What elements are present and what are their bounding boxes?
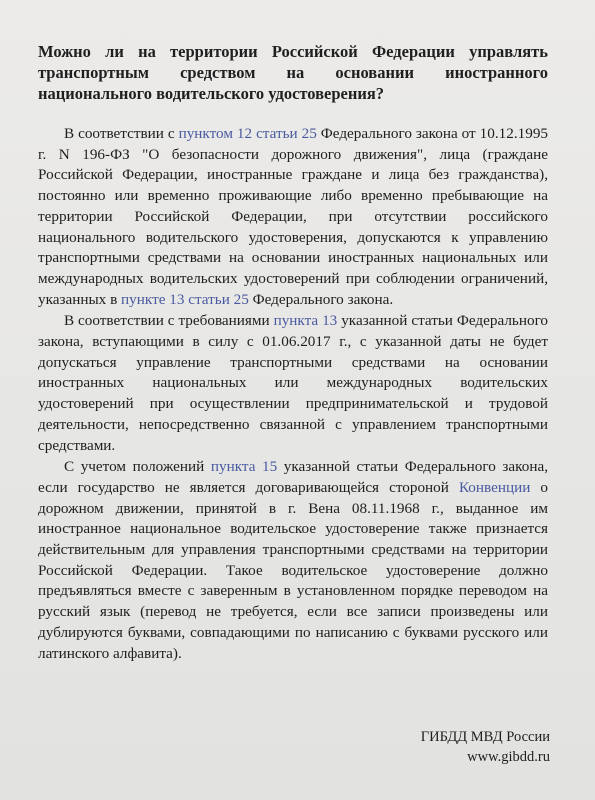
signature-website: www.gibdd.ru — [467, 749, 550, 765]
signature-org: ГИБДД МВД России — [420, 729, 550, 745]
paragraph-text: указанной статьи Федерального закона, вступающими в силу с 01.06.2017 г., с указанной даты не будет допускаться управление транспортными средствами на основании иностранных национальных или международных водительских удостоверений при осуществлении предпринимательской и трудовой деятельности, непосредственно связанной с управлением транспортными средствами. — [38, 312, 549, 454]
title-line-3: национального водительского удостоверения? — [38, 84, 385, 103]
paragraph-1 — [38, 124, 548, 310]
page-title — [38, 41, 548, 104]
paragraph-3 — [38, 457, 548, 664]
title-line-2: транспортным средством на основании иностранного — [38, 63, 548, 82]
paragraph-text: В соответствии с — [64, 125, 179, 142]
paragraph-text: В соответствии с требованиями — [64, 312, 274, 330]
paragraph-text: о дорожном движении, принятой в г. Вена 08.11.1968 г., выданное им иностранное национальное водительское удостоверение также признается действительным для управления транспортными средствами на территории Российской Федерации. Такое водительское удостоверение должно предъявляться вместе с заверенным в установленном порядке переводом на русский язык (перевод не требуется, если все записи произведены или дублируются буквами, совпадающими по написанию с буквами русского или латинского алфавита). — [38, 478, 549, 662]
paragraph-text: Федерального закона от 10.12.1995 г. N 196-ФЗ "О безопасности дорожного движения", лица (граждане Российской Федерации, иностранные граждане и лица без гражданства), постоянно или временно проживающие либо временно пребывающие на территории Российской Федерации, при отсутствии российского национального водительского удостоверения, допускаются к управлению транспортными средствами на основании иностранных национальных или международных водительских удостоверений при соблюдении ограничений, указанных в — [38, 125, 549, 308]
title-line-1: Можно ли на территории Российской Федерации управлять — [38, 42, 548, 61]
paragraph-text: Федерального закона. — [248, 290, 394, 308]
law-link-p15[interactable]: пункта 15 — [210, 458, 278, 476]
convention-link[interactable]: Конвенции — [458, 478, 531, 496]
paragraph-2 — [38, 311, 548, 456]
paragraph-text: С учетом положений — [64, 458, 211, 476]
document-body — [38, 124, 548, 664]
signature-block — [421, 727, 550, 767]
law-link-p13[interactable]: пункта 13 — [273, 312, 338, 330]
law-link-p13-art25[interactable]: пункте 13 статьи 25 — [121, 290, 249, 308]
law-link-p12-art25[interactable]: пунктом 12 статьи 25 — [178, 125, 317, 142]
paragraph-text: указанной статьи Федерального закона, если государство не является договаривающейся стороной — [38, 458, 549, 496]
